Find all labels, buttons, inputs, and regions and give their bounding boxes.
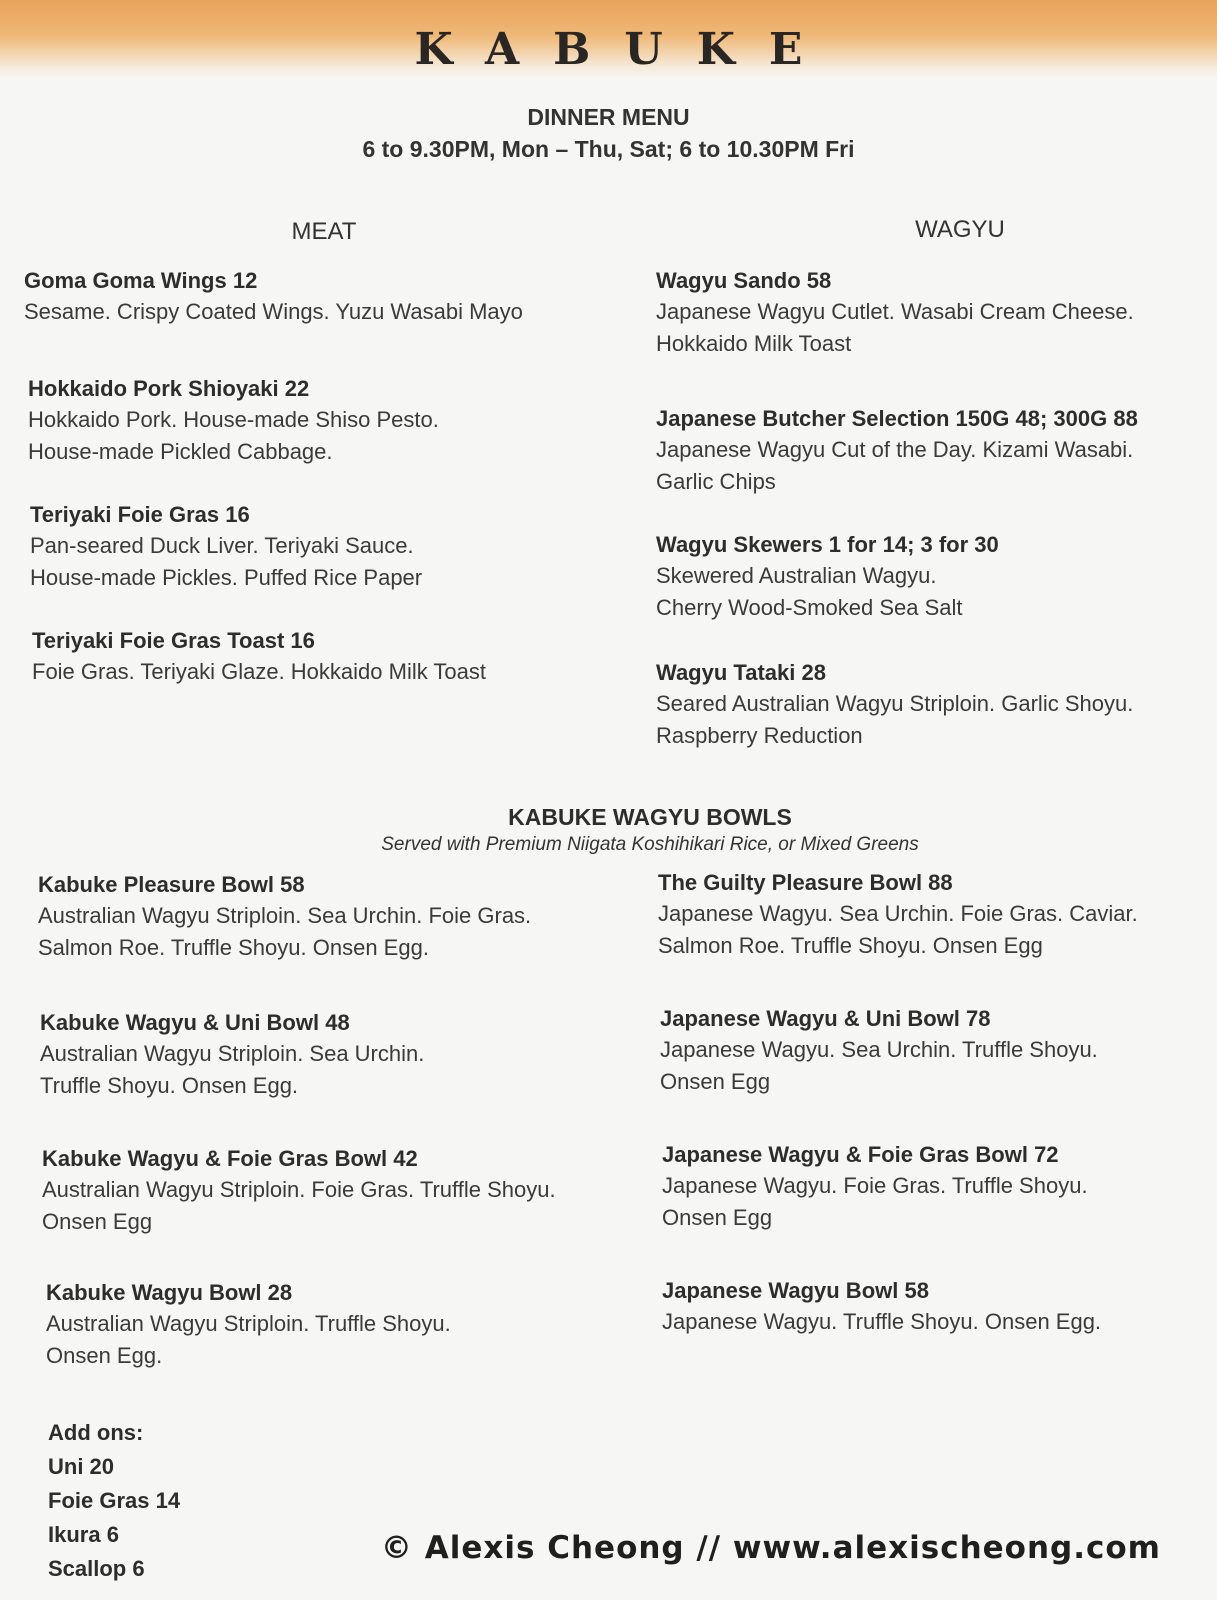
item-desc: House-made Pickles. Puffed Rice Paper	[30, 565, 423, 590]
item-desc: Japanese Wagyu. Truffle Shoyu. Onsen Egg.	[662, 1309, 1102, 1334]
menu-item	[656, 530, 1216, 624]
addons-heading: Add ons:	[48, 1420, 144, 1445]
menu-title: DINNER MENU	[527, 104, 690, 130]
item-name: Japanese Wagyu & Foie Gras Bowl 72	[662, 1142, 1059, 1167]
item-desc: Onsen Egg	[660, 1069, 771, 1094]
item-name: Japanese Wagyu & Uni Bowl 78	[660, 1006, 991, 1031]
addons-list	[48, 1416, 180, 1586]
item-name: Kabuke Wagyu & Uni Bowl 48	[40, 1010, 350, 1035]
item-name: Hokkaido Pork Shioyaki 22	[28, 376, 310, 401]
item-name: Wagyu Skewers 1 for 14; 3 for 30	[656, 532, 999, 557]
menu-hours: 6 to 9.30PM, Mon – Thu, Sat; 6 to 10.30PM Fri	[362, 136, 855, 162]
item-desc: Australian Wagyu Striploin. Sea Urchin. Foie Gras.	[38, 903, 532, 928]
item-desc: Truffle Shoyu. Onsen Egg.	[40, 1073, 299, 1098]
item-name: Wagyu Sando 58	[656, 268, 832, 293]
menu-item	[46, 1278, 606, 1372]
item-desc: Japanese Wagyu. Sea Urchin. Truffle Shoyu.	[660, 1037, 1098, 1062]
menu-item	[32, 626, 592, 688]
menu-item	[660, 1004, 1217, 1098]
item-desc: Onsen Egg.	[46, 1343, 163, 1368]
item-desc: Skewered Australian Wagyu.	[656, 563, 937, 588]
addon-item: Foie Gras 14	[48, 1488, 181, 1513]
item-desc: House-made Pickled Cabbage.	[28, 439, 333, 464]
item-name: Japanese Wagyu Bowl 58	[662, 1278, 929, 1303]
item-desc: Japanese Wagyu. Sea Urchin. Foie Gras. Caviar.	[658, 901, 1138, 926]
item-desc: Onsen Egg	[42, 1209, 153, 1234]
item-desc: Seared Australian Wagyu Striploin. Garlic Shoyu.	[656, 691, 1134, 716]
item-desc: Japanese Wagyu. Foie Gras. Truffle Shoyu.	[662, 1173, 1088, 1198]
section-heading-meat: MEAT	[291, 218, 357, 245]
item-desc: Onsen Egg	[662, 1205, 773, 1230]
item-desc: Australian Wagyu Striploin. Foie Gras. Truffle Shoyu.	[42, 1177, 556, 1202]
section-heading-wagyu: WAGYU	[915, 216, 1005, 243]
addon-item: Scallop 6	[48, 1556, 145, 1581]
item-desc: Pan-seared Duck Liver. Teriyaki Sauce.	[30, 533, 414, 558]
item-desc: Japanese Wagyu Cutlet. Wasabi Cream Cheese.	[656, 299, 1134, 324]
menu-item	[30, 500, 590, 594]
section-heading-bowls: KABUKE WAGYU BOWLS	[508, 804, 792, 830]
item-desc: Garlic Chips	[656, 469, 776, 494]
item-name: Wagyu Tataki 28	[656, 660, 826, 685]
item-name: Teriyaki Foie Gras Toast 16	[32, 628, 315, 653]
menu-item	[24, 266, 584, 328]
menu-item	[662, 1140, 1217, 1234]
item-desc: Hokkaido Pork. House-made Shiso Pesto.	[28, 407, 439, 432]
item-desc: Australian Wagyu Striploin. Truffle Shoyu.	[46, 1311, 451, 1336]
item-desc: Australian Wagyu Striploin. Sea Urchin.	[40, 1041, 425, 1066]
menu-item	[656, 404, 1216, 498]
item-desc: Sesame. Crispy Coated Wings. Yuzu Wasabi Mayo	[24, 299, 523, 324]
copyright-watermark: © Alexis Cheong // www.alexischeong.com	[380, 1530, 1161, 1566]
item-name: Kabuke Pleasure Bowl 58	[38, 872, 305, 897]
item-name: Teriyaki Foie Gras 16	[30, 502, 250, 527]
item-name: Goma Goma Wings 12	[24, 268, 258, 293]
addon-item: Ikura 6	[48, 1522, 119, 1547]
menu-item	[656, 266, 1216, 360]
menu-item	[28, 374, 588, 468]
item-desc: Salmon Roe. Truffle Shoyu. Onsen Egg	[658, 933, 1043, 958]
menu-item	[656, 658, 1216, 752]
section-subtitle-bowls: Served with Premium Niigata Koshihikari Rice, or Mixed Greens	[381, 834, 919, 855]
restaurant-logo: KABUKE	[414, 24, 837, 75]
addon-item: Uni 20	[48, 1454, 115, 1479]
menu-item	[40, 1008, 600, 1102]
item-name: Japanese Butcher Selection 150G 48; 300G 88	[656, 406, 1138, 431]
item-desc: Foie Gras. Teriyaki Glaze. Hokkaido Milk Toast	[32, 659, 487, 684]
item-desc: Japanese Wagyu Cut of the Day. Kizami Wasabi.	[656, 437, 1134, 462]
item-desc: Raspberry Reduction	[656, 723, 863, 748]
menu-item	[42, 1144, 642, 1238]
menu-item	[658, 868, 1217, 962]
menu-item	[662, 1276, 1217, 1338]
menu-item	[38, 870, 598, 964]
item-name: Kabuke Wagyu & Foie Gras Bowl 42	[42, 1146, 418, 1171]
item-name: Kabuke Wagyu Bowl 28	[46, 1280, 293, 1305]
item-name: The Guilty Pleasure Bowl 88	[658, 870, 953, 895]
item-desc: Hokkaido Milk Toast	[656, 331, 852, 356]
item-desc: Cherry Wood-Smoked Sea Salt	[656, 595, 963, 620]
item-desc: Salmon Roe. Truffle Shoyu. Onsen Egg.	[38, 935, 429, 960]
